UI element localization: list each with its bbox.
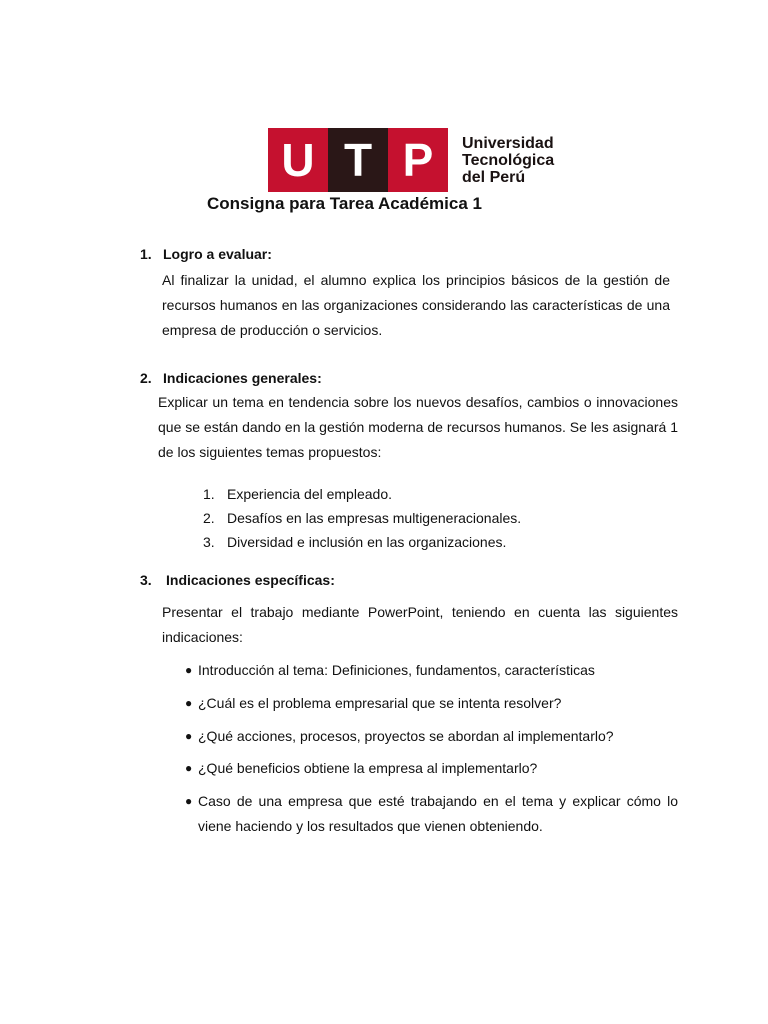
topic-number: 3. xyxy=(203,534,215,550)
list-item xyxy=(185,691,678,716)
utp-logo xyxy=(268,128,554,192)
section1-heading-text: Logro a evaluar: xyxy=(163,246,272,262)
topics-list xyxy=(203,482,521,554)
list-item xyxy=(203,482,521,506)
section2-body: Explicar un tema en tendencia sobre los nuevos desafíos, cambios o innovaciones que se están dando en la gestión moderna de recursos humanos. Se les asignará 1 de los siguientes temas propuestos: xyxy=(158,394,678,460)
bullet-text: ¿Cuál es el problema empresarial que se intenta resolver? xyxy=(198,695,562,711)
bullet-text: Introducción al tema: Definiciones, fundamentos, características xyxy=(198,662,595,678)
section2-heading xyxy=(140,370,322,386)
bullet-text: ¿Qué acciones, procesos, proyectos se abordan al implementarlo? xyxy=(198,728,614,744)
topic-number: 2. xyxy=(203,510,215,526)
section1-number: 1. xyxy=(140,246,152,262)
list-item xyxy=(203,530,521,554)
bullet-icon: ● xyxy=(185,696,193,710)
section3-intro: Presentar el trabajo mediante PowerPoint, teniendo en cuenta las siguientes indicaciones: xyxy=(162,604,678,645)
topic-text: Experiencia del empleado. xyxy=(227,486,392,502)
section3-number: 3. xyxy=(140,572,152,588)
logo-name-line-1: Universidad xyxy=(462,134,554,152)
section2-heading-text: Indicaciones generales: xyxy=(163,370,322,386)
bullet-text: ¿Qué beneficios obtiene la empresa al implementarlo? xyxy=(198,760,538,776)
bullet-icon: ● xyxy=(185,794,193,808)
section3-heading-text: Indicaciones específicas: xyxy=(166,572,335,588)
section1-heading xyxy=(140,246,272,262)
list-item xyxy=(185,658,678,683)
section3-heading xyxy=(140,572,335,588)
bullet-text: Caso de una empresa que esté trabajando en el tema y explicar cómo lo viene haciendo y los resultados que vienen obteniendo. xyxy=(198,793,678,834)
logo-name-line-2: Tecnológica xyxy=(462,151,555,169)
list-item xyxy=(185,724,678,749)
list-item xyxy=(185,756,678,781)
topic-text: Desafíos en las empresas multigeneracionales. xyxy=(227,510,522,526)
logo-letter-t: T xyxy=(328,128,388,192)
section1-body: Al finalizar la unidad, el alumno explica los principios básicos de la gestión de recursos humanos en las organizaciones considerando las características de una empresa de producción o servicios. xyxy=(162,272,670,338)
document-title: Consigna para Tarea Académica 1 xyxy=(207,194,482,213)
logo-letter-u: U xyxy=(268,128,328,192)
logo-name-line-3: del Perú xyxy=(462,168,526,186)
bullet-icon: ● xyxy=(185,663,193,677)
bullet-icon: ● xyxy=(185,729,193,743)
list-item xyxy=(203,506,521,530)
logo-letter-p: P xyxy=(388,128,448,192)
topic-text: Diversidad e inclusión en las organizaciones. xyxy=(227,534,507,550)
logo-university-name xyxy=(462,128,554,192)
list-item xyxy=(185,789,678,839)
topic-number: 1. xyxy=(203,486,215,502)
bullet-icon: ● xyxy=(185,761,193,775)
section2-number: 2. xyxy=(140,370,152,386)
